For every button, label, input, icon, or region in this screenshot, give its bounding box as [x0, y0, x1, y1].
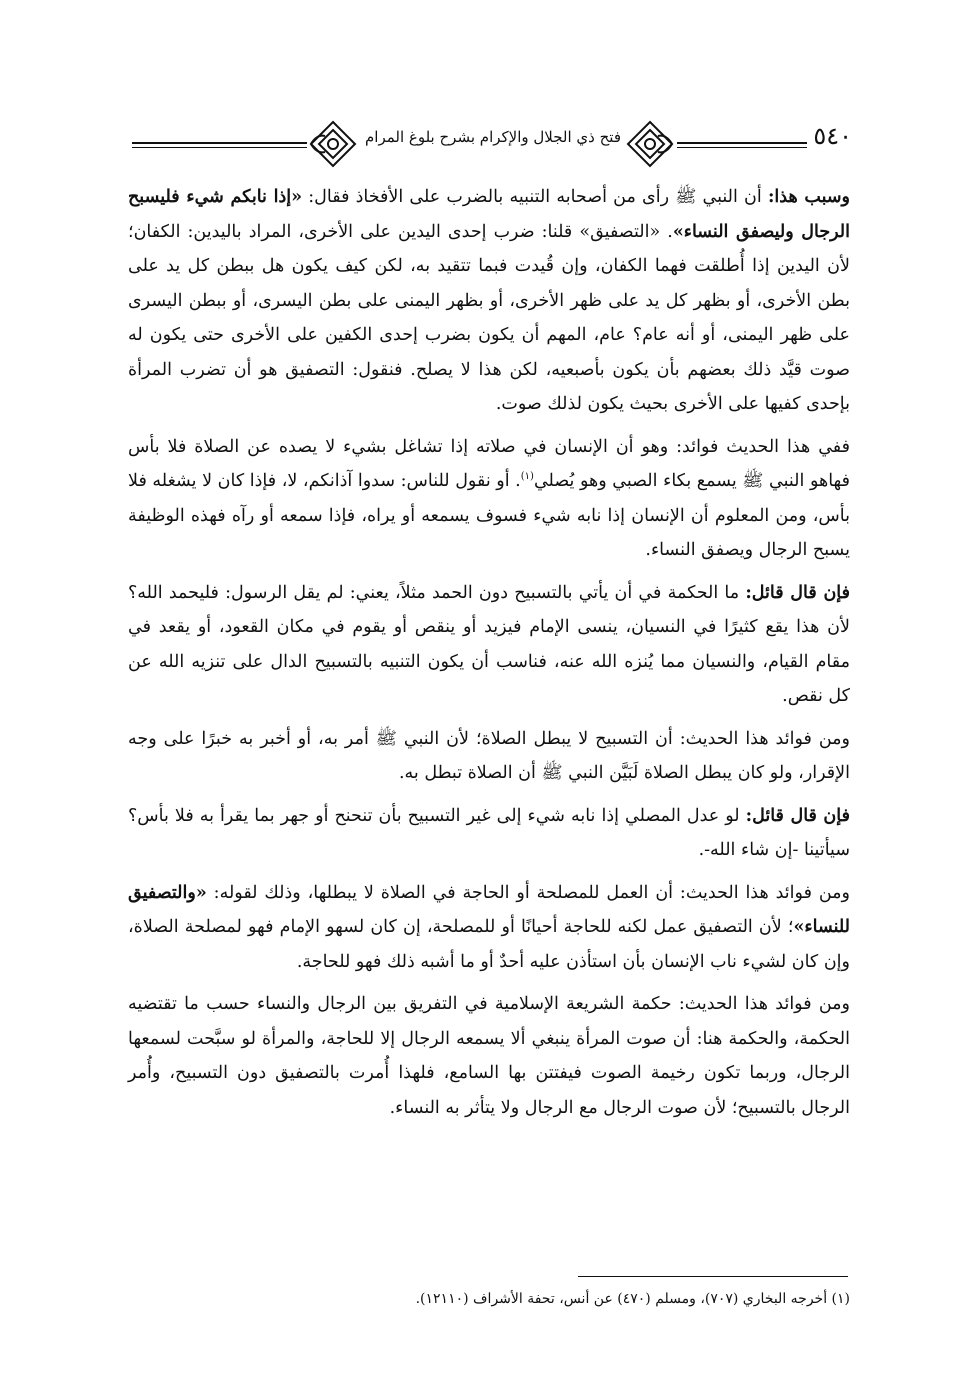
header-rule-right	[677, 142, 807, 144]
paragraph-1-text-a: أن النبي ﷺ رأى من أصحابه التنبيه بالضرب على الأفخاذ فقال:	[302, 187, 768, 207]
paragraph-3-lead: فإن قال قائل:	[745, 582, 850, 603]
page-header	[132, 118, 852, 170]
paragraph-7	[128, 987, 850, 1125]
paragraph-5-lead: فإن قال قائل:	[745, 805, 850, 826]
page-number: ٥٤٠	[813, 122, 852, 150]
paragraph-2-text-a: ففي هذا الحديث فوائد: وهو أن الإنسان في صلاته إذا تشاغل بشيء لا يصده عن الصلاة فلا بأس فهاهو النبي ﷺ يسمع بكاء الصبي وهو يُصلي	[128, 436, 850, 491]
main-text	[128, 180, 850, 1133]
header-rule-left-thin	[132, 147, 307, 148]
paragraph-2	[128, 430, 850, 568]
paragraph-4-text: ومن فوائد هذا الحديث: أن التسبيح لا يبطل الصلاة؛ لأن النبي ﷺ أمر به، أو أخبر به خبرًا على وجه الإقرار، ولو كان يبطل الصلاة لَبَيَّن النبي ﷺ أن الصلاة تبطل به.	[128, 728, 850, 783]
paragraph-6	[128, 876, 850, 980]
header-rule-left	[132, 142, 307, 144]
ornament-left-icon	[307, 118, 359, 170]
hadith-quote: «إذا نابكم شيء فليسبح الرجال وليصفق النساء»	[128, 187, 851, 242]
paragraph-3	[128, 576, 850, 714]
paragraph-6-text-a: ومن فوائد هذا الحديث: أن العمل للمصلحة أو الحاجة في الصلاة لا يبطلها، وذلك لقوله:	[206, 882, 850, 903]
paragraph-3-text: ما الحكمة في أن يأتي بالتسبيح دون الحمد مثلاً، يعني: لم يقل الرسول: فليحمد الله؟ لأن هذا يقع كثيرًا في النسيان، ينسى الإمام فيزيد أو ينقص أو يقوم في مكان القعود، أو يقعد في مقام القيام، والنسيان مما يُنزه الله عنه، فناسب أن يكون التنبيه بالتسبيح الدال على تنزيه الله عن كل نقص.	[128, 582, 850, 706]
paragraph-1-text-b: . «التصفيق» قلنا: ضرب إحدى اليدين على الأخرى، المراد باليدين: الكفان؛ لأن اليدين إذا أُطلقت فهما الكفان، وإن قُيدت فبما تتقيد به، لكن كيف يكون هل ببطن كل يد على بطن الأخرى، أو بظهر كل يد على ظهر الأخرى، أو بظهر اليمنى على بطن اليسرى، أو ببطن اليسرى على ظهر اليمنى، أو أنه عام؟ عام، المهم أن يكون بضرب إحدى الكفين على الأخرى حتى يكون له صوت قيَّد ذلك بعضهم بأن يكون بأصبعيه، لكن هذا لا يصلح. فنقول: التصفيق هو أن تضرب المرأة بإحدى كفيها على الأخرى بحيث يكون لذلك صوت.	[128, 221, 850, 414]
paragraph-4	[128, 722, 850, 791]
paragraph-6-text-b: ؛ لأن التصفيق عمل لكنه للحاجة أحيانًا أو للمصلحة، إن كان لسهو الإمام فهو لمصلحة الصلاة، وإن كان لشيء ناب الإنسان بأن استأذن عليه أحدٌ أو ما أشبه ذلك فهو للحاجة.	[128, 917, 850, 972]
paragraph-6-quote: «والتصفيق للنساء»	[128, 882, 850, 937]
paragraph-7-text: ومن فوائد هذا الحديث: حكمة الشريعة الإسلامية في التفريق بين الرجال والنساء حسب ما تقتضيه الحكمة، والحكمة هنا: أن صوت المرأة ينبغي ألا يسمعه الرجال إلا للحاجة، والمرأة لو سبَّحت لسمعها الرجال، وربما تكون رخيمة الصوت فيفتتن بها السامع، فلهذا أُمرت بالتصفيق دون التسبيح، وأُمر الرجال بالتسبيح؛ لأن صوت الرجال مع الرجال ولا يتأثر به النساء.	[128, 994, 850, 1118]
paragraph-1	[128, 180, 850, 422]
book-title: فتح ذي الجلال والإكرام بشرح بلوغ المرام	[364, 128, 621, 146]
footnote-ref[interactable]: (١)	[520, 471, 534, 483]
paragraph-5-text: لو عدل المصلي إذا نابه شيء إلى غير التسبيح بأن تنحنح أو جهر بما يقرأ به فلا بأس؟ سيأتينا -إن شاء الله-.	[128, 805, 850, 860]
paragraph-2-text-b: . أو نقول للناس: سدوا آذانكم، لا، فإذا كان لا يشغله فلا بأس، ومن المعلوم أن الإنسان إذا نابه شيء فسوف يسمعه أو يراه، فإذا سمعه أو رآه فهذه الوظيفة يسبح الرجال ويصفق النساء.	[128, 471, 850, 560]
paragraph-5	[128, 799, 850, 868]
footnote: (١) أخرجه البخاري (٧٠٧)، ومسلم (٤٧٠) عن أنس، تحفة الأشراف (١٢١١٠).	[415, 1291, 850, 1307]
footnote-divider	[578, 1276, 848, 1277]
paragraph-1-lead: وسبب هذا:	[767, 187, 850, 207]
header-rule-right-thin	[677, 147, 807, 148]
ornament-right-icon	[624, 118, 676, 170]
